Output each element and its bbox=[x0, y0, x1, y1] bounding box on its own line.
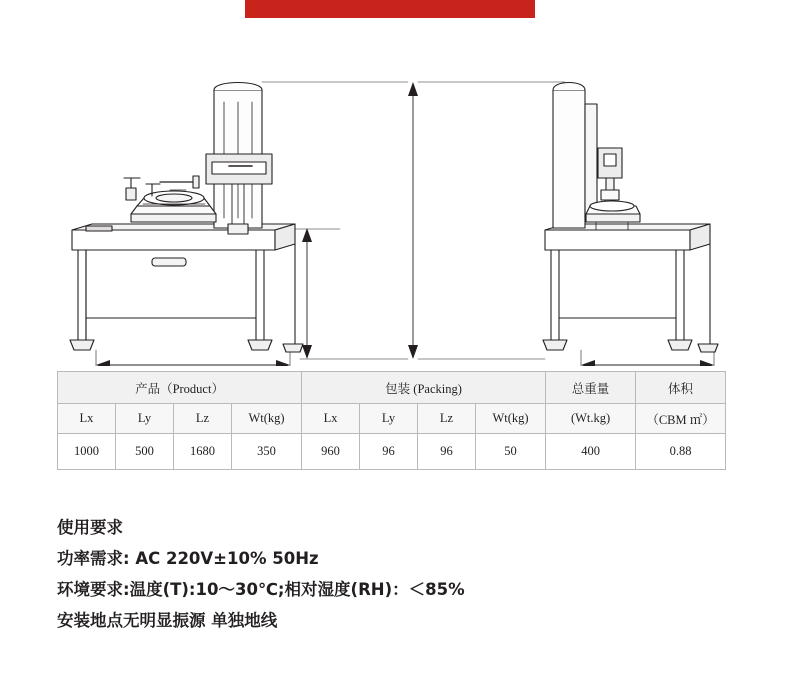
subheader-product-lz: Lz bbox=[174, 404, 232, 434]
subheader-packing-wt: Wt(kg) bbox=[476, 404, 546, 434]
front-view-group bbox=[70, 83, 303, 353]
value-product-lx: 1000 bbox=[58, 434, 116, 470]
value-product-wt: 350 bbox=[232, 434, 302, 470]
value-packing-lz: 96 bbox=[418, 434, 476, 470]
subheader-packing-lz: Lz bbox=[418, 404, 476, 434]
requirement-environment: 环境要求:温度(T):10～30℃;相对湿度(RH)：＜85% bbox=[57, 580, 465, 599]
subheader-volume-unit: （CBM ㎡） bbox=[636, 404, 726, 434]
requirement-power: 功率需求: AC 220V±10% 50Hz bbox=[57, 549, 319, 568]
top-red-banner bbox=[245, 0, 535, 18]
value-product-ly: 500 bbox=[116, 434, 174, 470]
subheader-packing-lx: Lx bbox=[302, 404, 360, 434]
table-sub-header-row bbox=[58, 404, 726, 434]
subheader-product-lx: Lx bbox=[58, 404, 116, 434]
subheader-product-ly: Ly bbox=[116, 404, 174, 434]
value-total-weight: 400 bbox=[546, 434, 636, 470]
value-packing-ly: 96 bbox=[360, 434, 418, 470]
subheader-total-weight-unit: (Wt.kg) bbox=[546, 404, 636, 434]
header-volume: 体积 bbox=[636, 372, 726, 404]
subheader-packing-ly: Ly bbox=[360, 404, 418, 434]
requirements-title: 使用要求 bbox=[57, 518, 123, 537]
table-group-header-row bbox=[58, 372, 726, 404]
value-packing-wt: 50 bbox=[476, 434, 546, 470]
value-product-lz: 1680 bbox=[174, 434, 232, 470]
machine-dimension-drawing bbox=[0, 18, 791, 366]
value-volume: 0.88 bbox=[636, 434, 726, 470]
header-packing: 包装 (Packing) bbox=[302, 372, 546, 404]
dimension-spec-table bbox=[57, 371, 726, 470]
side-view-group bbox=[543, 83, 718, 353]
header-product: 产品（Product） bbox=[58, 372, 302, 404]
requirement-installation: 安装地点无明显振源 单独地线 bbox=[57, 611, 278, 630]
table-value-row bbox=[58, 434, 726, 470]
value-packing-lx: 960 bbox=[302, 434, 360, 470]
header-total-weight: 总重量 bbox=[546, 372, 636, 404]
usage-requirements-block bbox=[57, 512, 757, 636]
drawing-svg bbox=[0, 18, 791, 366]
subheader-product-wt: Wt(kg) bbox=[232, 404, 302, 434]
